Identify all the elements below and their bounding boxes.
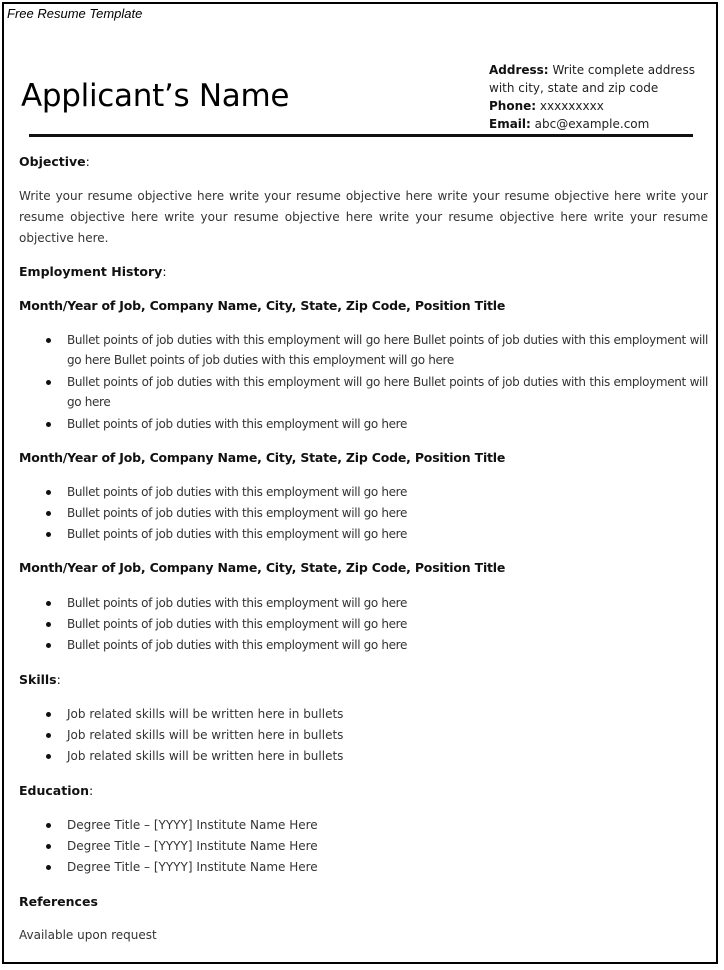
list-item: Degree Title – [YYYY] Institute Name Here [19,836,708,856]
job-title: Month/Year of Job, Company Name, City, State, Zip Code, Position Title [19,450,506,465]
objective-heading: Objective: [19,154,90,169]
address-line2: with city, state and zip code [489,81,659,95]
list-item: Bullet points of job duties with this employment will go here [19,614,708,634]
job-entry [19,448,708,544]
email-value: abc@example.com [534,117,650,131]
job-title: Month/Year of Job, Company Name, City, State, Zip Code, Position Title [19,298,506,313]
skills-heading: Skills: [19,672,61,687]
job-entry [19,296,708,434]
bullet-icon [46,511,51,516]
bullet-icon [46,490,51,495]
bullet-icon [46,601,51,606]
job-duties-list [19,593,708,655]
education-list [19,815,708,877]
bullet-icon [46,823,51,828]
list-item: Bullet points of job duties with this employment will go here Bullet points of job duties with this employment will go here Bullet points of job duties with this employment will go here [19,330,708,370]
email-row [489,115,714,133]
list-item: Bullet points of job duties with this employment will go here [19,482,708,502]
bullet-icon [46,338,51,343]
list-item: Job related skills will be written here in bullets [19,704,708,724]
list-item: Degree Title – [YYYY] Institute Name Here [19,815,708,835]
skills-list [19,704,708,766]
bullet-icon [46,380,51,385]
list-item: Job related skills will be written here in bullets [19,725,708,745]
phone-row [489,97,714,115]
resume-page [2,2,718,964]
references-text: Available upon request [19,928,157,942]
list-item: Bullet points of job duties with this employment will go here [19,635,708,655]
employment-heading: Employment History: [19,264,167,279]
job-duties-list [19,330,708,434]
list-item: Job related skills will be written here in bullets [19,746,708,766]
header-divider [29,134,693,137]
list-item: Degree Title – [YYYY] Institute Name Here [19,857,708,877]
bullet-icon [46,422,51,427]
job-duties-list [19,482,708,544]
list-item: Bullet points of job duties with this employment will go here [19,503,708,523]
phone-label: Phone: [489,99,537,113]
bullet-icon [46,643,51,648]
bullet-icon [46,622,51,627]
objective-text: Write your resume objective here write your resume objective here write your resume objective here write your resume objective here write your resume objective here write your resume objective here write your resume objective here. [19,189,708,245]
template-label: Free Resume Template [7,6,143,21]
bullet-icon [46,733,51,738]
address-row [489,61,714,79]
bullet-icon [46,712,51,717]
bullet-icon [46,844,51,849]
phone-value: xxxxxxxxx [539,99,604,113]
applicant-name: Applicant’s Name [21,78,290,114]
list-item: Bullet points of job duties with this employment will go here [19,414,708,434]
list-item: Bullet points of job duties with this employment will go here [19,593,708,613]
list-item: Bullet points of job duties with this employment will go here [19,524,708,544]
address-label: Address: [489,63,549,77]
references-heading: References [19,894,98,909]
contact-block [489,61,714,133]
bullet-icon [46,865,51,870]
bullet-icon [46,754,51,759]
education-heading: Education: [19,783,94,798]
job-entry [19,558,708,655]
bullet-icon [46,532,51,537]
job-title: Month/Year of Job, Company Name, City, State, Zip Code, Position Title [19,560,506,575]
resume-body [19,152,708,945]
email-label: Email: [489,117,531,131]
list-item: Bullet points of job duties with this employment will go here Bullet points of job duties with this employment will go here [19,372,708,412]
address-value: Write complete address [552,63,695,77]
